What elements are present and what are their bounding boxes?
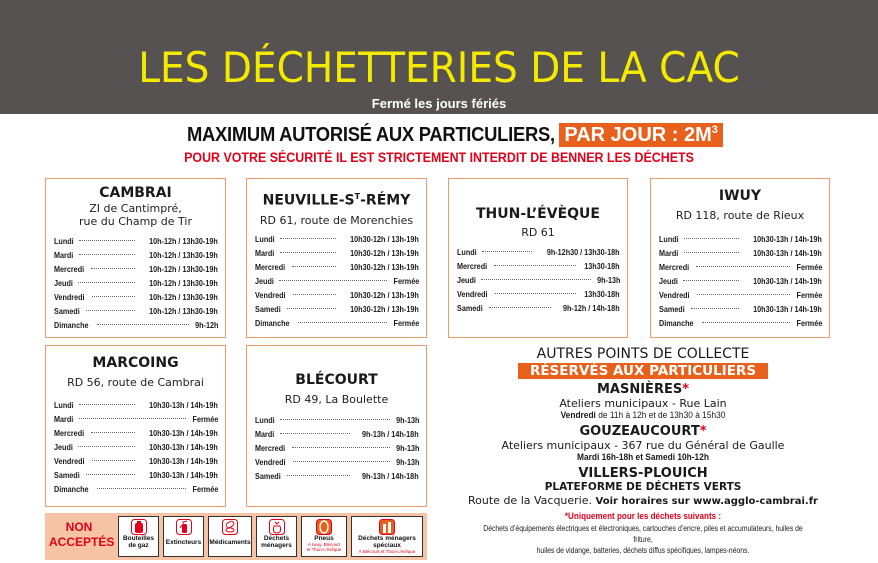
gouzeaucourt-address: Ateliers municipaux - 367 rue du Général de Gaulle	[501, 439, 785, 452]
dot-leader	[495, 293, 577, 294]
location-name: MASNIÈRES	[596, 382, 683, 397]
hours-row	[659, 316, 822, 330]
hours-day: Lundi	[457, 247, 477, 257]
dot-leader	[683, 280, 739, 281]
hours-time: 13h30-18h	[584, 289, 620, 299]
hours-time: Fermée	[796, 262, 822, 272]
dot-leader	[97, 324, 189, 325]
hours-row	[659, 246, 822, 260]
other-collection-points	[446, 346, 840, 556]
hours-time: 10h30-13h / 14h-19h	[753, 248, 822, 258]
hours-time: 9h-13h	[395, 443, 419, 453]
hours-time: 10h30-13h / 14h-19h	[149, 456, 218, 466]
hours-day: Mardi	[255, 429, 275, 439]
hours-day: Jeudi	[54, 278, 73, 288]
center-address: ZI de Cantimpré,	[89, 202, 182, 215]
hours-time: 10h-12h / 13h30-19h	[149, 306, 218, 316]
hours-day: Lundi	[255, 415, 275, 425]
item-label: Extincteurs	[165, 539, 202, 546]
hours-row	[54, 304, 218, 318]
dot-leader	[482, 251, 532, 252]
center-address: RD 56, route de Cambrai	[67, 376, 204, 389]
hours-list	[54, 234, 218, 332]
hours-time: 10h-12h / 13h30-19h	[149, 292, 218, 302]
hours-row	[54, 290, 218, 304]
hours-row	[54, 426, 218, 440]
dot-leader	[684, 252, 740, 253]
dot-leader	[91, 268, 135, 269]
hours-time: Fermée	[393, 318, 419, 328]
tire-icon	[316, 519, 332, 535]
hours-time: 9h-13h	[395, 415, 419, 425]
hours-time: 9h-13h / 14h-18h	[362, 471, 419, 481]
max-text: MAXIMUM AUTORISÉ AUX PARTICULIERS,	[187, 124, 555, 146]
gouzeaucourt-schedule: Mardi 16h-18h et Samedi 10h-12h	[577, 452, 709, 463]
hours-day: Lundi	[54, 236, 74, 246]
hours-day: Mardi	[659, 248, 679, 258]
dot-leader	[280, 252, 337, 253]
hours-time: 10h30-13h / 14h-19h	[753, 276, 822, 286]
hours-time: Fermée	[796, 318, 822, 328]
center-blecourt	[246, 345, 427, 507]
asterisk: *	[699, 424, 707, 439]
hours-row	[54, 482, 218, 496]
hours-time: 9h-13h	[395, 457, 419, 467]
hours-time: 10h30-12h / 13h-19h	[350, 248, 419, 258]
hours-row	[255, 413, 419, 427]
hours-time: 10h30-12h / 13h-19h	[350, 304, 419, 314]
dot-leader	[293, 461, 390, 462]
item-note: À Iwuy, Blécourt	[307, 542, 341, 547]
not-accepted-band	[45, 513, 427, 560]
hours-day: Mardi	[54, 414, 74, 424]
masnieres-address: Ateliers municipaux - Rue Lain	[559, 397, 727, 410]
max-highlight	[559, 123, 723, 147]
trash-bag-icon	[269, 519, 285, 535]
hours-day: Vendredi	[54, 456, 85, 466]
item-note: et Thun-L’évêque	[306, 547, 342, 552]
hours-row	[54, 318, 218, 332]
not-accepted-item	[118, 516, 159, 557]
hours-row	[457, 245, 620, 259]
schedule-day: Vendredi	[560, 410, 596, 421]
hours-time: 9h-12h / 14h-18h	[563, 303, 620, 313]
hours-time: 9h-12h30 / 13h30-18h	[547, 247, 620, 257]
hours-day: Samedi	[457, 303, 483, 313]
center-name: BLÉCOURT	[295, 372, 378, 388]
dot-leader	[79, 418, 186, 419]
hours-list	[54, 398, 218, 496]
hours-time: 10h-12h / 13h30-19h	[149, 278, 218, 288]
dot-leader	[697, 294, 790, 295]
dot-leader	[298, 322, 387, 323]
hours-row	[659, 302, 822, 316]
hours-list	[255, 232, 419, 330]
hours-day: Mercredi	[54, 428, 85, 438]
center-address: RD 61, route de Morenchies	[259, 213, 414, 227]
center-name-part: NEUVILLE-S	[262, 192, 355, 209]
dot-leader	[78, 446, 135, 447]
hours-row	[659, 274, 822, 288]
note-title: *Uniquement pour les déchets suivants :	[564, 511, 722, 522]
location-name: GOUZEAUCOURT	[579, 424, 700, 439]
item-label: de gaz	[128, 542, 149, 549]
label-line: NON	[65, 520, 93, 534]
hours-day: Samedi	[255, 471, 281, 481]
hours-row	[659, 232, 822, 246]
hazardous-waste-icon	[379, 519, 395, 535]
other-highlight: RÉSERVÉS AUX PARTICULIERS	[518, 363, 768, 379]
page-subtitle: Fermé les jours fériés	[371, 96, 507, 111]
dot-leader	[86, 310, 135, 311]
hours-row	[457, 301, 620, 315]
hours-row	[255, 469, 419, 483]
dot-leader	[702, 322, 790, 323]
hours-row	[54, 454, 218, 468]
center-iwuy	[650, 178, 830, 338]
hours-day: Mardi	[255, 248, 275, 258]
hours-day: Lundi	[54, 400, 74, 410]
gouzeaucourt-name	[446, 424, 840, 439]
masnieres-name	[446, 382, 840, 397]
safety-warning: POUR VOTRE SÉCURITÉ IL EST STRICTEMENT INTERDIT DE BENNER LES DÉCHETS	[184, 150, 694, 165]
hours-day: Vendredi	[457, 289, 488, 299]
center-address: rue du Champ de Tir	[78, 215, 192, 228]
hours-day: Mercredi	[255, 262, 286, 272]
hours-day: Mercredi	[659, 262, 690, 272]
item-label: ménagers	[261, 542, 292, 549]
hours-row	[54, 234, 218, 248]
dot-leader	[684, 238, 739, 239]
dot-leader	[78, 282, 135, 283]
hours-day: Samedi	[255, 304, 281, 314]
hours-row	[54, 468, 218, 482]
not-accepted-item	[256, 516, 297, 557]
hours-row	[255, 232, 419, 246]
dot-leader	[292, 447, 389, 448]
hours-day: Samedi	[54, 470, 80, 480]
dot-leader	[292, 266, 336, 267]
hours-day: Lundi	[659, 234, 679, 244]
schedule-rest: de 11h à 12h et de 13h30 à 15h30	[595, 410, 726, 421]
center-address: RD 118, route de Rieux	[675, 209, 805, 222]
hours-day: Vendredi	[255, 457, 286, 467]
villers-subtitle: PLATEFORME DE DÉCHETS VERTS	[544, 481, 742, 493]
hours-day: Jeudi	[457, 275, 476, 285]
label-line: ACCEPTÉS	[49, 535, 115, 549]
dot-leader	[293, 294, 336, 295]
villers-address: Route de la Vacquerie.	[468, 494, 593, 507]
hours-day: Vendredi	[659, 290, 690, 300]
hours-time: 10h30-13h / 14h-19h	[753, 304, 822, 314]
hours-time: Fermée	[192, 414, 218, 424]
not-accepted-item	[351, 516, 423, 557]
hours-row	[255, 288, 419, 302]
hours-day: Jeudi	[54, 442, 73, 452]
masnieres-schedule	[470, 410, 817, 422]
center-marcoing	[45, 345, 226, 507]
hours-day: Jeudi	[255, 276, 274, 286]
hours-row	[255, 260, 419, 274]
note-line: Déchets d’équipements électriques et électroniques, cartouches d’encre, piles et accumulateurs, huiles de friture,	[483, 524, 803, 544]
hours-time: 10h30-13h / 14h-19h	[753, 234, 822, 244]
medicine-icon	[222, 519, 238, 535]
hours-day: Samedi	[54, 306, 80, 316]
gas-bottle-icon	[131, 519, 147, 535]
hours-row	[255, 302, 419, 316]
hours-row	[255, 316, 419, 330]
dot-leader	[86, 474, 135, 475]
center-name-part: -RÉMY	[360, 192, 411, 209]
dot-leader	[280, 433, 351, 434]
hours-day: Mercredi	[54, 264, 85, 274]
asterisk: *	[682, 382, 690, 397]
center-address: RD 49, La Boulette	[284, 393, 389, 406]
not-accepted-item	[208, 516, 252, 557]
hours-time: 10h-12h / 13h30-19h	[149, 236, 218, 246]
hours-row	[255, 246, 419, 260]
dot-leader	[287, 308, 336, 309]
dot-leader	[97, 488, 186, 489]
hours-day: Dimanche	[255, 318, 290, 328]
other-heading: AUTRES POINTS DE COLLECTE	[536, 346, 750, 362]
center-name-sup: T	[354, 192, 361, 201]
dot-leader	[79, 254, 136, 255]
hours-day: Vendredi	[255, 290, 286, 300]
hours-row	[54, 276, 218, 290]
center-name: MARCOING	[92, 355, 179, 371]
hours-day: Dimanche	[659, 318, 694, 328]
hours-day: Mercredi	[457, 261, 488, 271]
hours-row	[255, 274, 419, 288]
dot-leader	[279, 280, 387, 281]
hours-row	[457, 287, 620, 301]
hours-row	[659, 260, 822, 274]
hours-time: 10h30-12h / 13h-19h	[350, 262, 419, 272]
dot-leader	[92, 296, 135, 297]
center-thun-leveque	[448, 178, 628, 338]
hours-day: Lundi	[255, 234, 275, 244]
hours-time: 9h-13h	[596, 275, 620, 285]
hours-list	[255, 413, 419, 483]
item-label: Pneus	[314, 535, 334, 542]
hours-row	[457, 273, 620, 287]
hours-time: Fermée	[796, 290, 822, 300]
item-label: Déchets ménagers	[358, 535, 416, 542]
page-title: LES DÉCHETTERIES DE LA CAC	[138, 43, 740, 92]
hours-time: Fermée	[393, 276, 419, 286]
dot-leader	[287, 475, 350, 476]
dot-leader	[79, 240, 135, 241]
villers-website-link[interactable]: Voir horaires sur www.agglo-cambrai.fr	[595, 496, 818, 507]
item-label: Médicaments	[209, 539, 251, 546]
dot-leader	[696, 266, 789, 267]
hours-time: 10h-12h / 13h30-19h	[149, 250, 218, 260]
hours-row	[54, 262, 218, 276]
fire-extinguisher-icon	[176, 519, 192, 535]
hours-time: 10h30-12h / 13h-19h	[350, 290, 419, 300]
note-line: huiles de vidange, batteries, déchets diffus spécifiques, lampes-néons.	[536, 546, 750, 555]
not-accepted-item	[301, 516, 347, 557]
hours-time: 10h30-12h / 13h-19h	[350, 234, 419, 244]
center-cambrai	[45, 178, 226, 338]
hours-time: 10h-12h / 13h30-19h	[149, 264, 218, 274]
hours-row	[54, 248, 218, 262]
center-neuville-st-remy	[246, 178, 427, 338]
hours-list	[659, 232, 822, 330]
max-highlight-text: PAR JOUR : 2M	[564, 124, 712, 146]
center-name: CAMBRAI	[99, 185, 172, 201]
hours-day: Dimanche	[54, 320, 89, 330]
hours-row	[659, 288, 822, 302]
hours-row	[255, 441, 419, 455]
dot-leader	[481, 279, 590, 280]
not-accepted-item	[163, 516, 204, 557]
hours-time: 10h30-13h / 14h-19h	[149, 442, 218, 452]
not-accepted-label	[49, 520, 115, 550]
hours-row	[54, 412, 218, 426]
dot-leader	[91, 432, 135, 433]
dot-leader	[691, 308, 739, 309]
max-notice	[0, 123, 878, 147]
item-label: Bouteilles	[122, 535, 155, 542]
hours-day: Dimanche	[54, 484, 89, 494]
max-sup: 3	[711, 124, 718, 136]
hours-row	[457, 259, 620, 273]
hours-day: Mardi	[54, 250, 74, 260]
dot-leader	[280, 419, 389, 420]
hours-time: 10h30-13h / 14h-19h	[149, 470, 218, 480]
item-label: Déchets	[263, 535, 290, 542]
hours-row	[54, 440, 218, 454]
dot-leader	[489, 307, 551, 308]
header-banner	[0, 0, 878, 114]
hours-time: 9h-13h / 14h-18h	[362, 429, 419, 439]
hours-day: Jeudi	[659, 276, 678, 286]
hours-time: 10h30-13h / 14h-19h	[149, 400, 218, 410]
hours-row	[255, 455, 419, 469]
dot-leader	[92, 460, 135, 461]
hours-time: Fermée	[192, 484, 218, 494]
hours-time: 13h30-18h	[584, 261, 620, 271]
dot-leader	[280, 238, 336, 239]
villers-name: VILLERS-PLOUICH	[578, 466, 708, 481]
hours-day: Vendredi	[54, 292, 85, 302]
dot-leader	[494, 265, 576, 266]
center-name: THUN-L’ÉVÈQUE	[476, 206, 600, 222]
center-name: IWUY	[718, 188, 762, 204]
hours-list	[457, 245, 620, 315]
hours-day: Samedi	[659, 304, 685, 314]
center-address: RD 61	[521, 226, 555, 239]
hours-row	[54, 398, 218, 412]
hours-time: 9h-12h	[194, 320, 218, 330]
villers-address-line	[446, 494, 840, 508]
item-note: À Blécourt et Thun-L’évêque	[358, 549, 416, 554]
dot-leader	[79, 404, 135, 405]
hours-time: 10h30-13h / 14h-19h	[149, 428, 218, 438]
center-name	[247, 188, 426, 210]
hours-day: Mercredi	[255, 443, 286, 453]
hours-row	[255, 427, 419, 441]
item-label: spéciaux	[373, 542, 401, 549]
